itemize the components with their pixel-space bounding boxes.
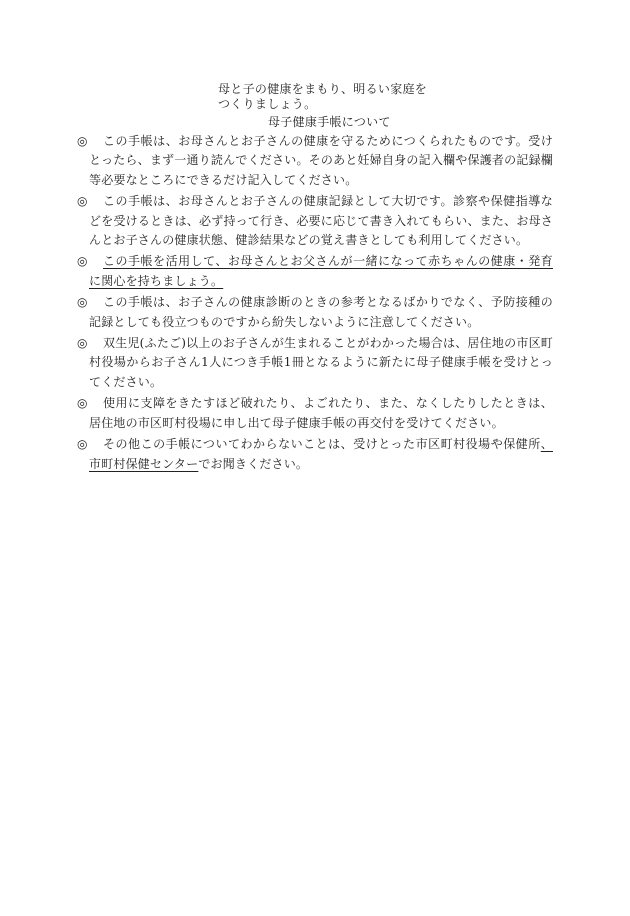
note-item-4 xyxy=(77,293,553,332)
double-circle-bullet-icon: ◎ xyxy=(77,396,88,411)
double-circle-bullet-icon: ◎ xyxy=(77,295,88,310)
note-text-7-part-1: その他この手帳についてわからないことは、受けとった市区町村役場や保健所 xyxy=(103,437,541,452)
note-text-7 xyxy=(89,435,553,474)
note-item-7 xyxy=(77,435,553,474)
double-circle-bullet-icon: ◎ xyxy=(77,134,88,148)
note-text-7-underlined: 、市町村保健センター xyxy=(89,437,553,471)
double-circle-bullet-icon: ◎ xyxy=(77,254,88,269)
note-text-4: この手帳は、お子さんの健康診断のときの参考となるばかりでなく、予防接種の記録としても役立つものですから紛失しないように注意してください。 xyxy=(89,295,553,329)
note-item-5 xyxy=(77,334,553,392)
note-item-2 xyxy=(77,192,553,250)
document-title: 母子健康手帳について xyxy=(268,115,391,129)
notes-list xyxy=(77,132,553,476)
note-text-6: 使用に支障をきたすほど破れたり、よごれたり、また、なくしたりしたときは、居住地の市区町村役場に申し出て母子健康手帳の再交付を受けてください。 xyxy=(89,396,553,430)
note-text-1: この手帳は、お母さんとお子さんの健康を守るためにつくられたものです。受けとったら、まず一通り読んでください。そのあと妊婦自身の記入欄や保護者の記録欄等必要なところにできるだけ記入してください。 xyxy=(89,134,553,187)
note-text-7-part-2: でお聞きください。 xyxy=(198,456,309,471)
note-item-1 xyxy=(77,132,553,190)
note-item-3-underlined xyxy=(77,252,553,291)
double-circle-bullet-icon: ◎ xyxy=(77,437,88,452)
double-circle-bullet-icon: ◎ xyxy=(77,194,88,209)
note-item-6 xyxy=(77,394,553,433)
slogan-line-1: 母と子の健康をまもり、明るい家庭を xyxy=(218,82,428,96)
slogan-line-2: つくりましょう。 xyxy=(218,97,317,111)
note-text-2: この手帳は、お母さんとお子さんの健康記録として大切です。診察や保健指導などを受けるときは、必ず持って行き、必要に応じて書き入れてもらい、また、お母さんとお子さんの健康状態、健診結果などの覚え書きとしても利用してください。 xyxy=(89,194,553,248)
note-text-5: 双生児(ふたご)以上のお子さんが生まれることがわかった場合は、居住地の市区町村役場からお子さん1人につき手帳1冊となるように新たに母子健康手帳を受けとってください。 xyxy=(89,336,553,389)
double-circle-bullet-icon: ◎ xyxy=(77,336,88,351)
slogan xyxy=(218,82,427,112)
note-text-3: この手帳を活用して、お母さんとお父さんが一緒になって赤ちゃんの健康・発育に関心を持ちましょう。 xyxy=(89,254,553,288)
